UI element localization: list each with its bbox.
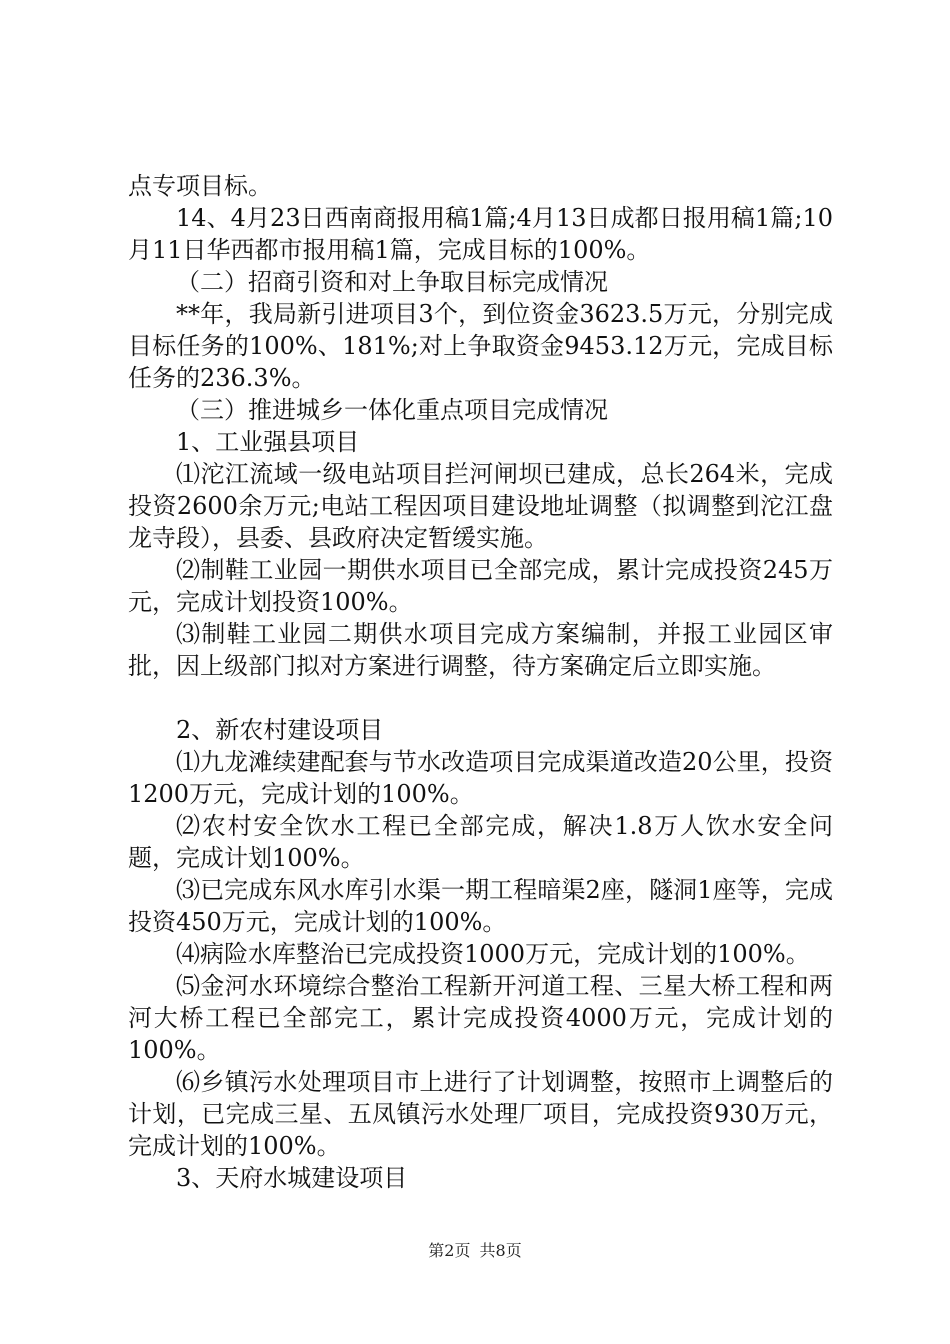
- paragraph-industry-1: ⑴沱江流域一级电站项目拦河闸坝已建成，总长264米，完成投资2600余万元;电站工程因项目建设地址调整（拟调整到沱江盘龙寺段），县委、县政府决定暂缓实施。: [128, 460, 833, 552]
- subheading-water-city: 3、天府水城建设项目: [176, 1164, 408, 1192]
- paragraph-rural-4: ⑷病险水库整治已完成投资1000万元，完成计划的100%。: [176, 940, 810, 968]
- paragraph-rural-5: ⑸金河水环境综合整治工程新开河道工程、三星大桥工程和两河大桥工程已全部完工，累计完成投资4000万元，完成计划的100%。: [128, 972, 833, 1064]
- paragraph-rural-1: ⑴九龙滩续建配套与节水改造项目完成渠道改造20公里，投资1200万元，完成计划的100%。: [128, 748, 833, 808]
- section-heading-3: （三）推进城乡一体化重点项目完成情况: [176, 396, 608, 424]
- subheading-industry: 1、工业强县项目: [176, 428, 360, 456]
- page-number: 第2页: [428, 1241, 471, 1260]
- paragraph-industry-3: ⑶制鞋工业园二期供水项目完成方案编制，并报工业园区审批，因上级部门拟对方案进行调整，待方案确定后立即实施。: [128, 620, 833, 680]
- page-total: 共8页: [479, 1241, 522, 1260]
- paragraph-investment: **年，我局新引进项目3个，到位资金3623.5万元，分别完成目标任务的100%、181%;对上争取资金9453.12万元，完成目标任务的236.3%。: [128, 300, 833, 392]
- paragraph-rural-3: ⑶已完成东风水库引水渠一期工程暗渠2座，隧洞1座等，完成投资450万元，完成计划的100%。: [128, 876, 833, 936]
- subheading-rural: 2、新农村建设项目: [176, 716, 384, 744]
- section-heading-2: （二）招商引资和对上争取目标完成情况: [176, 268, 608, 296]
- paragraph-continuation: 点专项目标。: [128, 172, 272, 200]
- paragraph-rural-6: ⑹乡镇污水处理项目市上进行了计划调整，按照市上调整后的计划，已完成三星、五凤镇污水处理厂项目，完成投资930万元，完成计划的100%。: [128, 1068, 833, 1160]
- paragraph-rural-2: ⑵农村安全饮水工程已全部完成，解决1.8万人饮水安全问题，完成计划100%。: [128, 812, 833, 872]
- page-footer: [0, 1238, 950, 1261]
- document-body: [128, 170, 833, 1194]
- paragraph-industry-2: ⑵制鞋工业园一期供水项目已全部完成，累计完成投资245万元，完成计划投资100%。: [128, 556, 833, 616]
- paragraph-item-14: 14、4月23日西南商报用稿1篇;4月13日成都日报用稿1篇;10月11日华西都市报用稿1篇，完成目标的100%。: [128, 204, 833, 264]
